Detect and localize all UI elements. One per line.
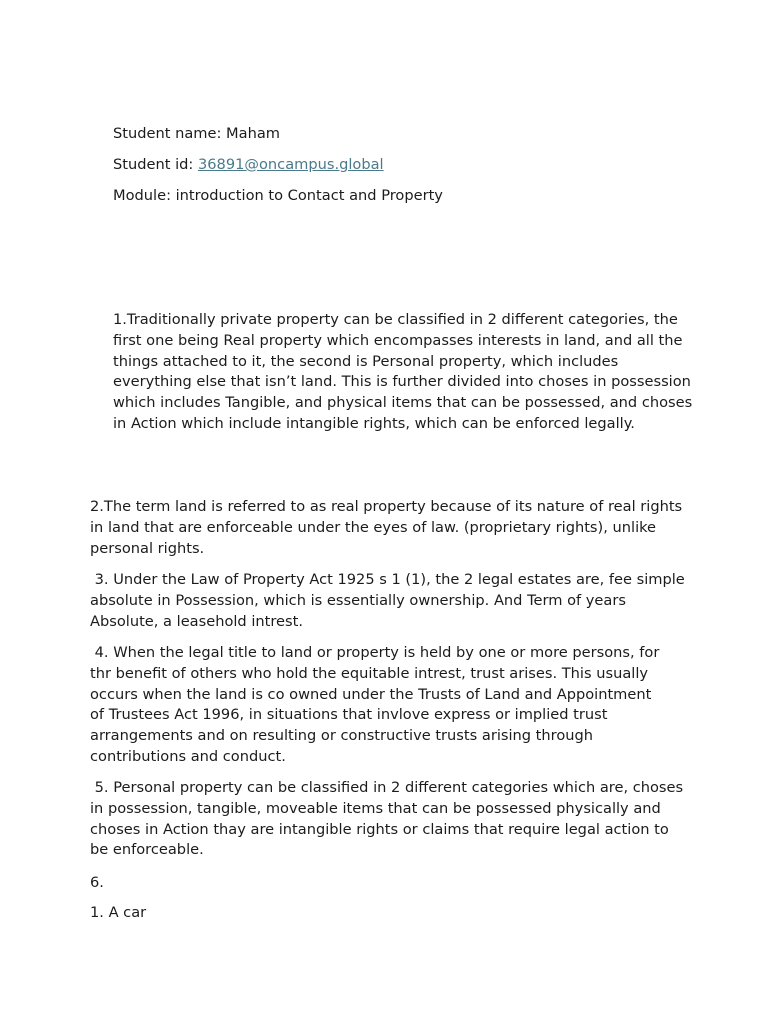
module-title: Module: introduction to Contact and Property xyxy=(113,187,443,204)
answer-6-item-1: 1. A car xyxy=(90,904,147,921)
student-id xyxy=(113,154,384,175)
answer-4: 4. When the legal title to land or property is held by one or more persons, for thr benefit of others who hold the equitable intrest, trust arises. This usually occurs when the land is co owned under the Trusts of Land and Appointment of Trustees Act 1996, in situations that invlove express or implied trust arrangements and on resulting or constructive trusts arising through contributions and conduct. xyxy=(90,644,664,765)
answer-5: 5. Personal property can be classified in 2 different categories which are, choses in possession, tangible, moveable items that can be possessed physically and choses in Action thay are intangible rights or claims that require legal action to be enforceable. xyxy=(90,779,688,859)
student-name: Student name: Maham xyxy=(113,125,280,142)
answer-1: 1.Traditionally private property can be classified in 2 different categories, the first one being Real property which encompasses interests in land, and all the things attached to it, the second is Personal property, which includes everything else that isn’t land. This is further divided into choses in possession which includes Tangible, and physical items that can be possessed, and choses in Action which include intangible rights, which can be enforced legally. xyxy=(113,311,693,432)
student-id-label: Student id: xyxy=(113,156,198,173)
answer-2: 2.The term land is referred to as real property because of its nature of real rights in land that are enforceable under the eyes of law. (proprietary rights), unlike personal rights. xyxy=(90,498,683,557)
student-email-link[interactable]: 36891@oncampus.global xyxy=(197,156,384,173)
answer-3: 3. Under the Law of Property Act 1925 s 1 (1), the 2 legal estates are, fee simple absolute in Possession, which is essentially ownership. And Term of years Absolute, a leasehold intrest. xyxy=(90,571,690,630)
answer-6-heading: 6. xyxy=(90,874,104,891)
